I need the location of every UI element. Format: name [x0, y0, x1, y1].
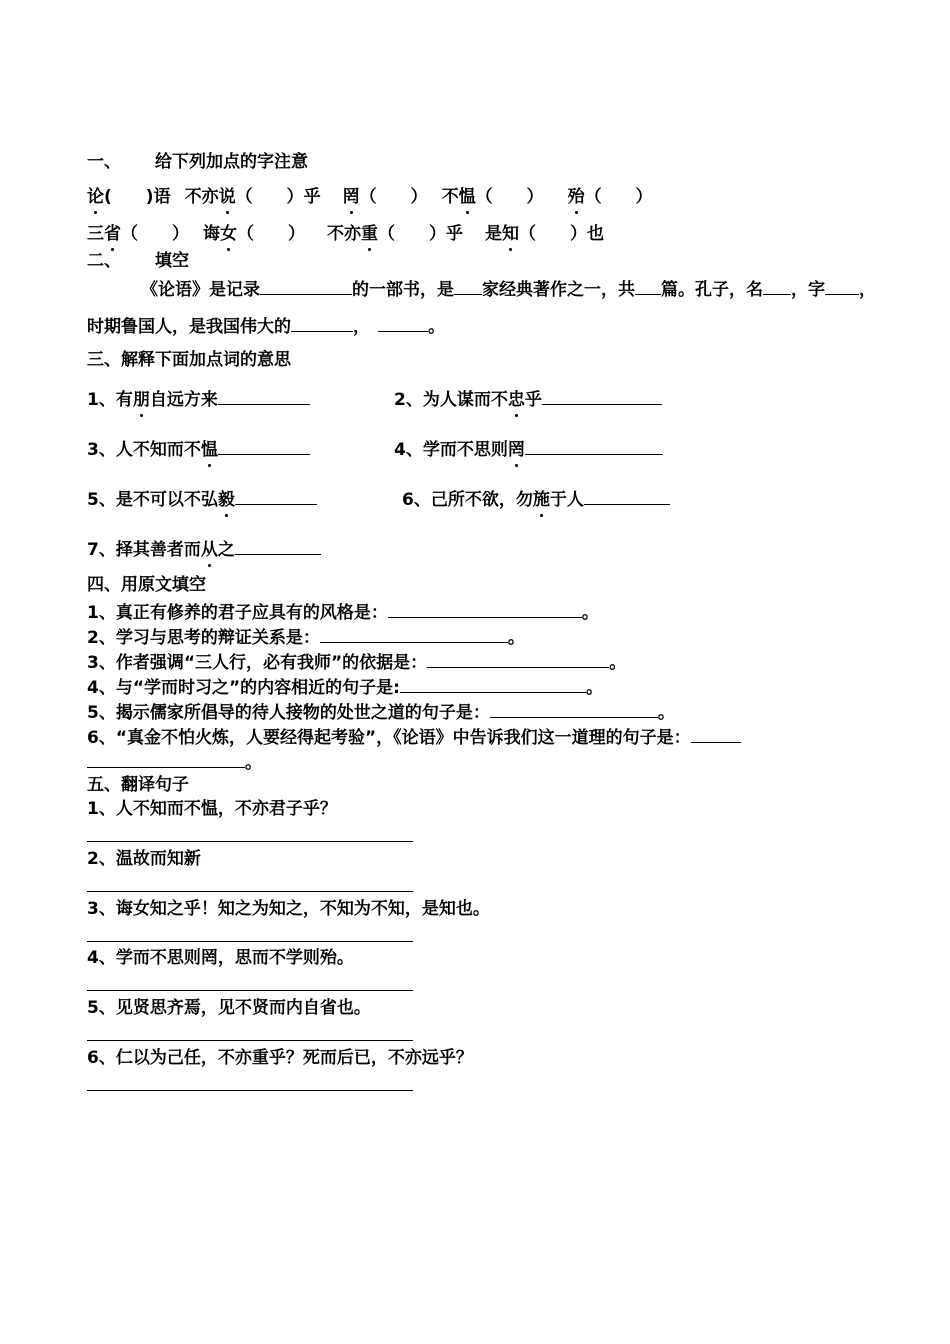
dotted-char: 毅 [217, 490, 235, 510]
text: ， [353, 317, 370, 337]
answer-blank[interactable] [427, 649, 609, 668]
text: 1、真正有修养的君子应具有的风格是： [87, 603, 388, 623]
text: 乎 [303, 187, 321, 207]
fill-blank[interactable] [260, 276, 352, 295]
answer-paren: （ ） [378, 224, 446, 244]
fill-question-5 [87, 699, 675, 724]
answer-line[interactable] [87, 1040, 413, 1041]
text: 语 [153, 187, 171, 207]
dotted-char: 论 [87, 187, 104, 207]
answer-line[interactable] [87, 841, 413, 842]
answer-paren: （ ） [235, 187, 304, 207]
dotted-char: 施 [532, 490, 550, 510]
section-2-paragraph-line-2 [87, 313, 445, 338]
text: 4、与“学而时习之”的内容相近的句子是: [87, 678, 400, 698]
text: 。 [657, 703, 675, 723]
answer-blank[interactable] [691, 724, 741, 743]
dotted-char: 忠 [507, 390, 525, 410]
answer-blank[interactable] [542, 386, 662, 405]
fill-question-1 [87, 599, 599, 624]
text: 。 [245, 753, 262, 773]
explain-item-3 [87, 436, 310, 461]
answer-blank[interactable] [218, 436, 310, 455]
text: 6、己所不欲，勿 [402, 490, 533, 510]
explain-item-4 [394, 436, 663, 461]
explain-item-1 [87, 386, 310, 411]
explain-item-2 [394, 386, 662, 411]
translate-item-2: 2、温故而知新 [87, 849, 201, 869]
dotted-char: 重 [361, 224, 378, 244]
text: 1、有 [87, 390, 133, 410]
translate-item-6: 6、仁以为己任，不亦重乎？死而后已，不亦远乎？ [87, 1048, 473, 1068]
answer-blank[interactable] [490, 699, 658, 718]
answer-blank[interactable] [235, 536, 321, 555]
answer-blank[interactable] [584, 486, 670, 505]
text: 篇。孔子，名 [661, 280, 763, 300]
section-number: 二、 [87, 251, 121, 271]
fill-blank[interactable] [291, 313, 353, 332]
text: 。 [609, 653, 627, 673]
text: 乎 [446, 224, 463, 244]
fill-question-4 [87, 674, 603, 699]
fill-blank[interactable] [825, 276, 859, 295]
text: 6、“真金不怕火炼，人要经得起考验”，《论语》中告诉我们这一道理的句子是： [87, 728, 691, 748]
text: 三 [87, 224, 104, 244]
translate-item-1: 1、人不知而不愠，不亦君子乎？ [87, 799, 337, 819]
fill-question-6 [87, 724, 741, 749]
section-3-title: 三、解释下面加点词的意思 [87, 350, 291, 370]
text: 乎 [524, 390, 542, 410]
explain-item-6 [402, 486, 670, 511]
text: ，字 [791, 280, 825, 300]
answer-paren: （ ） [584, 187, 653, 207]
section-5-title: 五、翻译句子 [87, 775, 189, 795]
dotted-char: 女 [220, 224, 237, 244]
answer-blank[interactable] [218, 386, 310, 405]
text: 也 [587, 224, 604, 244]
answer-blank[interactable] [388, 599, 582, 618]
answer-blank[interactable] [320, 624, 508, 643]
text: 5、揭示儒家所倡导的待人接物的处世之道的句子是： [87, 703, 490, 723]
text: 5、是不可以不弘 [87, 490, 218, 510]
section-number: 一、 [87, 152, 121, 172]
text: 不 [441, 187, 459, 207]
text: 2、为人谋而不 [394, 390, 508, 410]
dotted-char: 知 [502, 224, 519, 244]
answer-line[interactable] [87, 1090, 413, 1091]
text: 3、作者强调“三人行，必有我师”的依据是： [87, 653, 428, 673]
text: 4、学而不思则 [394, 440, 508, 460]
paren: ( [104, 187, 112, 207]
text: 《论语》是记录 [141, 280, 260, 300]
dotted-char: 罔 [342, 187, 360, 207]
text: 2、学习与思考的辩证关系是： [87, 628, 320, 648]
fill-question-2 [87, 624, 525, 649]
explain-item-7 [87, 536, 321, 561]
text: 。 [581, 603, 599, 623]
text: 时期鲁国人，是我国伟大的 [87, 317, 291, 337]
dotted-char: 从 [200, 540, 218, 560]
paren: ) [145, 187, 154, 207]
answer-paren: （ ） [121, 224, 189, 244]
answer-line[interactable] [87, 941, 413, 942]
translate-item-4: 4、学而不思则罔，思而不学则殆。 [87, 948, 354, 968]
answer-line[interactable] [87, 891, 413, 892]
section-1-row-1 [87, 186, 653, 208]
fill-question-6-continued [87, 749, 262, 774]
text: 不亦 [184, 187, 219, 207]
text: 不亦 [327, 224, 361, 244]
dotted-char: 罔 [507, 440, 525, 460]
text: 。 [585, 678, 603, 698]
dotted-char: 朋 [132, 390, 150, 410]
section-1-row-2 [87, 223, 604, 245]
answer-blank[interactable] [87, 749, 245, 768]
answer-paren: （ ） [237, 224, 305, 244]
text: 自远方来 [149, 390, 218, 410]
answer-line[interactable] [87, 990, 413, 991]
text: 。 [507, 628, 525, 648]
translate-item-3: 3、诲女知之乎！知之为知之，不知为不知，是知也。 [87, 899, 490, 919]
text: 之 [217, 540, 235, 560]
text: 于人 [549, 490, 584, 510]
answer-blank[interactable] [235, 486, 317, 505]
fill-blank[interactable] [378, 313, 428, 332]
text: 7、择其善者而 [87, 540, 201, 560]
section-2-title [87, 250, 189, 272]
section-title: 给下列加点的字注意 [155, 152, 308, 172]
dotted-char: 愠 [458, 187, 476, 207]
text: 的一部书，是 [352, 280, 454, 300]
text: 是 [485, 224, 502, 244]
section-4-title: 四、用原文填空 [87, 575, 206, 595]
dotted-char: 愠 [200, 440, 218, 460]
text: 家经典著作之一，共 [482, 280, 635, 300]
section-title: 填空 [155, 251, 189, 271]
fill-blank[interactable] [763, 276, 791, 295]
answer-paren: （ ） [475, 187, 544, 207]
text: ， [859, 280, 876, 300]
section-1-title [87, 151, 308, 173]
answer-blank[interactable] [525, 436, 663, 455]
dotted-char: 说 [218, 187, 236, 207]
dotted-char: 殆 [567, 187, 585, 207]
answer-paren: （ ） [519, 224, 587, 244]
fill-blank[interactable] [635, 276, 661, 295]
fill-question-3 [87, 649, 626, 674]
section-2-paragraph-line-1 [141, 276, 876, 301]
text: 诲 [203, 224, 220, 244]
translate-item-5: 5、见贤思齐焉，见不贤而内自省也。 [87, 998, 371, 1018]
answer-paren: （ ） [359, 187, 428, 207]
text: 。 [428, 317, 445, 337]
dotted-char: 省 [104, 224, 121, 244]
answer-blank[interactable] [400, 674, 586, 693]
text: 3、人不知而不 [87, 440, 201, 460]
explain-item-5 [87, 486, 317, 511]
fill-blank[interactable] [454, 276, 482, 295]
